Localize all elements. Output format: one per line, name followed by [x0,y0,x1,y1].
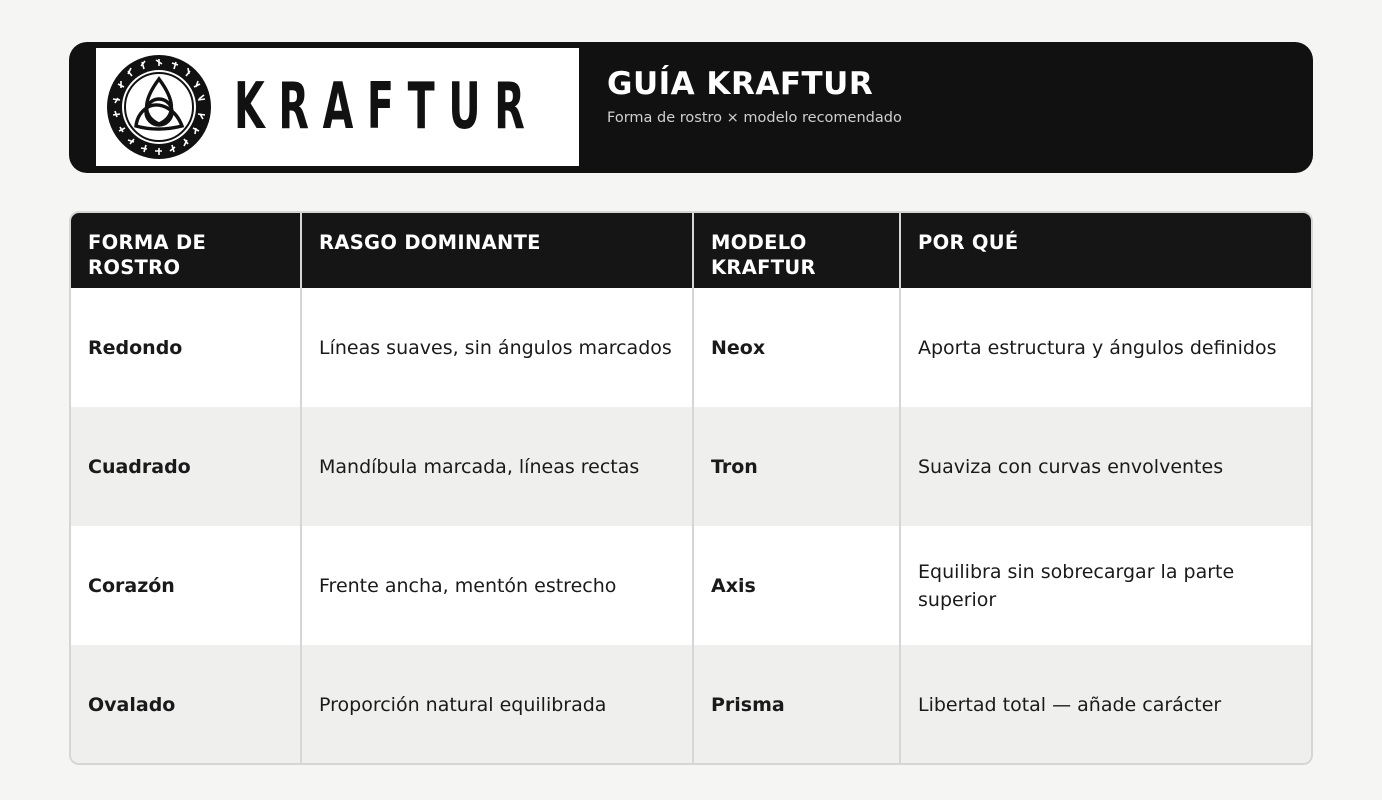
table-row [71,407,1311,526]
reason-cell: Libertad total — añade carácter [900,645,1311,764]
face-shape-table [69,211,1313,765]
table-row [71,288,1311,407]
face-shape-cell: Redondo [71,288,301,407]
face-shape-cell: Ovalado [71,645,301,764]
column-header-face-shape: FORMA DE ROSTRO [71,213,301,288]
column-header-dominant-trait: RASGO DOMINANTE [301,213,693,288]
face-shape-cell: Corazón [71,526,301,645]
rune-circle-icon [106,54,212,160]
model-cell: Tron [693,407,900,526]
dominant-trait-cell: Mandíbula marcada, líneas rectas [301,407,693,526]
dominant-trait-cell: Líneas suaves, sin ángulos marcados [301,288,693,407]
brand-logo [96,48,579,166]
model-cell: Axis [693,526,900,645]
model-cell: Neox [693,288,900,407]
reason-cell: Suaviza con curvas envolventes [900,407,1311,526]
table-header-row [71,213,1311,288]
column-header-model: MODELO KRAFTUR [693,213,900,288]
dominant-trait-cell: Proporción natural equilibrada [301,645,693,764]
reason-cell: Aporta estructura y ángulos definidos [900,288,1311,407]
header-banner [69,42,1313,173]
face-shape-cell: Cuadrado [71,407,301,526]
model-cell: Prisma [693,645,900,764]
table-row [71,526,1311,645]
dominant-trait-cell: Frente ancha, mentón estrecho [301,526,693,645]
column-header-why: POR QUÉ [900,213,1311,288]
table-row [71,645,1311,764]
brand-wordmark: KRAFTUR [234,70,539,144]
page-title: GUÍA KRAFTUR [607,66,874,102]
reason-cell: Equilibra sin sobrecargar la parte superior [900,526,1311,645]
page-subtitle: Forma de rostro × modelo recomendado [607,110,902,126]
